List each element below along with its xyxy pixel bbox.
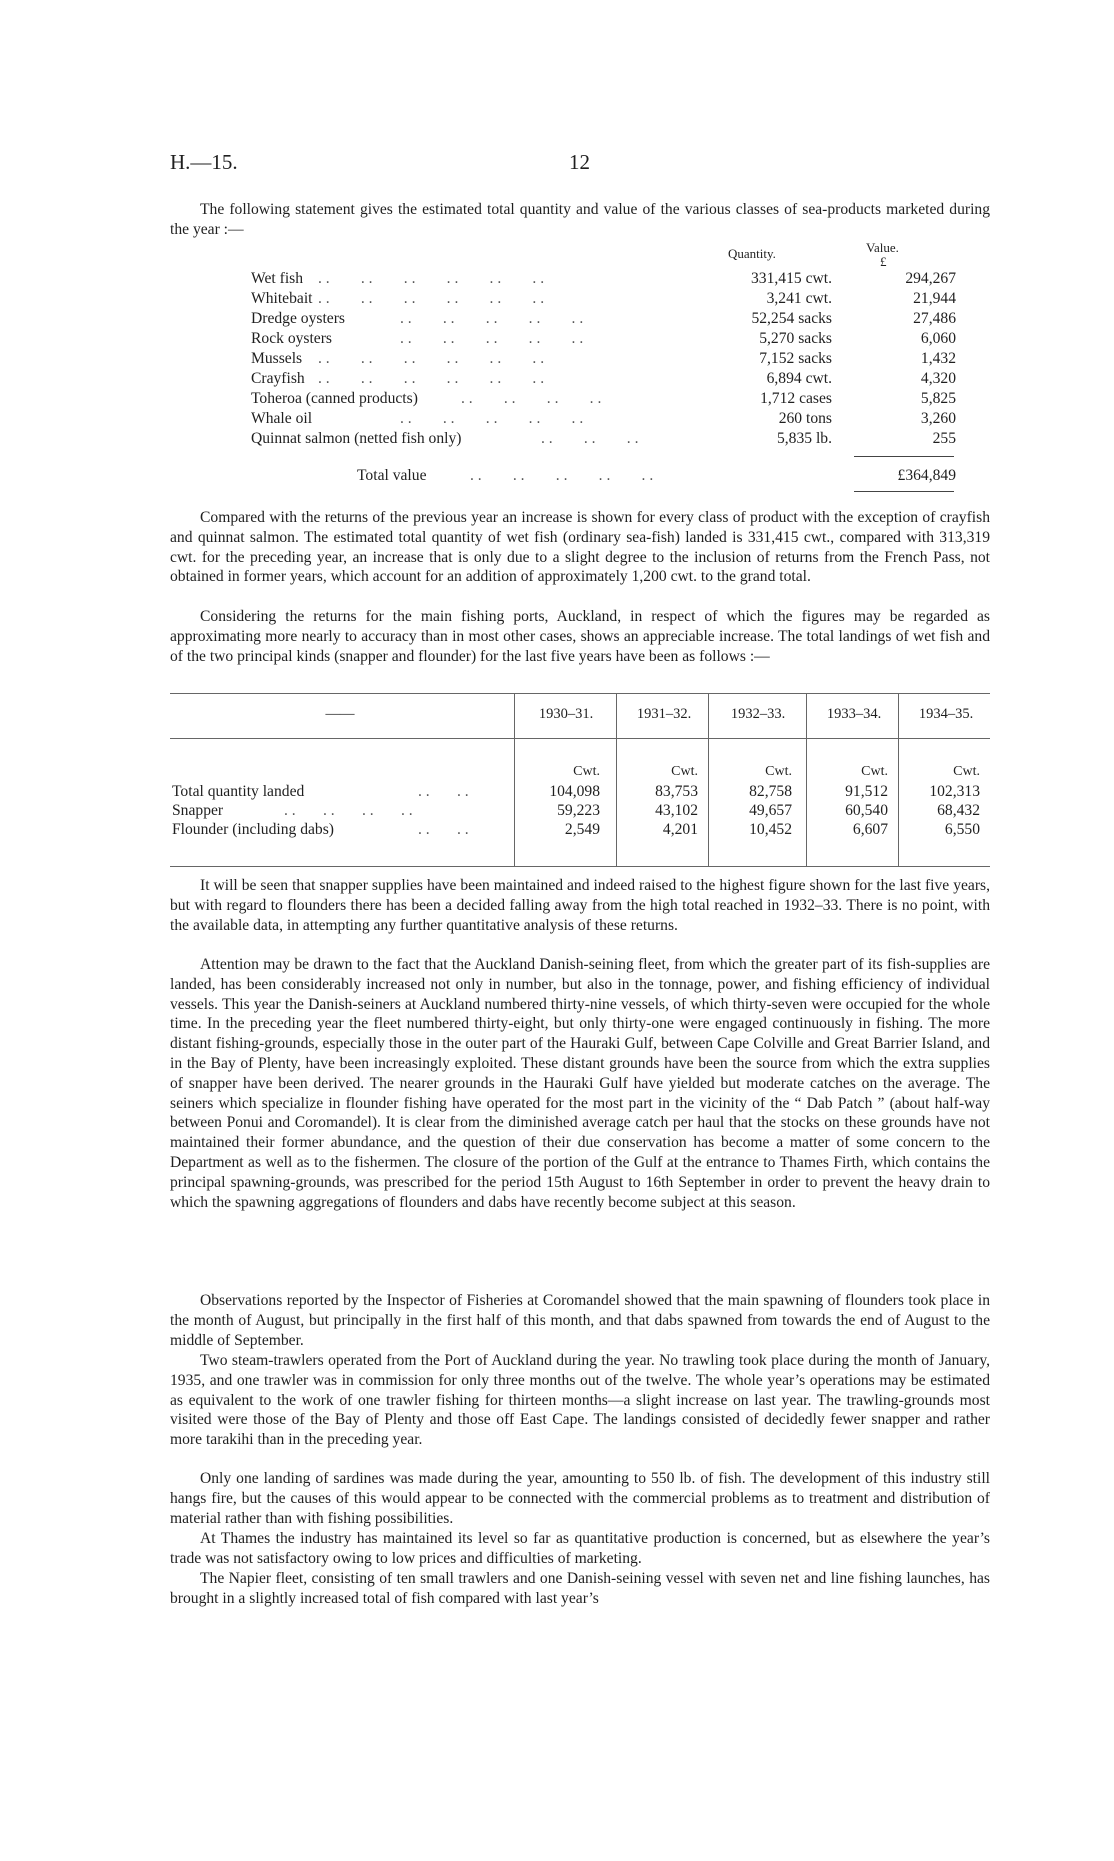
product-value: 4,320 [920,370,956,387]
table-cell: 10,452 [749,821,792,838]
intro-paragraph: The following statement gives the estimated total quantity and value of the various classes of sea-products marketed during the year :— [170,201,990,238]
product-value: 5,825 [920,390,956,407]
product-name: Mussels [251,350,303,367]
body-paragraph: The Napier fleet, consisting of ten small trawlers and one Danish-seining vessel with seven net and line fishing launches, has brought in a slightly increased total of fish compared with last year’s [170,1570,990,1607]
leader-dots: . . . . . . . . . . [400,410,584,427]
total-value: £364,849 [897,467,956,484]
product-quantity: 6,894 cwt. [766,370,832,387]
body-paragraph: Only one landing of sardines was made during the year, amounting to 550 lb. of fish. The development of this industry still hangs fire, but the causes of this would appear to be connected with the commercial problems as to treatment and distribution of material rather than with fishing possibilities. [170,1470,990,1527]
leader-dots: . . . . [418,783,469,800]
table-cell: 60,540 [845,802,888,819]
product-value: 255 [932,430,956,447]
table-cell: 82,758 [749,783,792,800]
column-divider [806,693,807,866]
table-cell: 6,607 [852,821,888,838]
year-header: 1930–31. [538,706,594,722]
body-paragraph: It will be seen that snapper supplies have been maintained and indeed raised to the highest figure shown for the last five years, but with regard to flounders there has been a decided falling away from the high total reached in 1932–33. There is no point, with the available data, in attempting any further quantitative analysis of these returns. [170,877,990,934]
table-cell: 6,550 [944,821,980,838]
total-label: Total value [357,467,427,484]
product-name: Rock oysters [251,330,332,347]
table-cell: 59,223 [557,802,600,819]
page-number: 12 [569,150,590,174]
body-paragraph: Compared with the returns of the previous year an increase is shown for every class of product with the exception of crayfish and quinnat salmon. The estimated total quantity of wet fish (ordinary sea-fish) landed is 331,415 cwt., compared with 313,319 cwt. for the preceding year, an increase that is only due to a slight degree to the inclusion of returns from the French Pass, not obtained in former years, which account for an addition of approximately 1,200 cwt. to the grand total. [170,509,990,586]
leader-dots: . . . . . . . . [461,390,602,407]
total-rule [854,456,954,457]
leader-dots: . . . . . . . . . . . . [318,350,545,367]
leader-dots: . . . . . . . . . . [400,330,584,347]
stub-header: —— [325,706,355,722]
product-name: Quinnat salmon (netted fish only) [251,430,462,447]
product-value: 21,944 [913,290,956,307]
product-quantity: 331,415 cwt. [751,270,832,287]
product-value: 294,267 [905,270,956,287]
value-column-header: Value. [866,240,899,255]
leader-dots: . . . . . . [541,430,639,447]
leader-dots: . . . . . . . . . . . . [318,370,545,387]
leader-dots: . . . . . . . . . . . . [318,290,545,307]
product-value: 1,432 [920,350,956,367]
unit-label: Cwt. [671,764,698,779]
leader-dots: . . . . . . . . . . . . [318,270,545,287]
leader-dots: . . . . . . . . . . [470,467,654,484]
year-header: 1931–32. [636,706,692,722]
value-currency-symbol: £ [880,254,887,269]
product-name: Dredge oysters [251,310,345,327]
unit-label: Cwt. [573,764,600,779]
year-header: 1934–35. [918,706,974,722]
column-divider [514,693,515,866]
product-quantity: 52,254 sacks [751,310,832,327]
row-label: Snapper [172,802,224,819]
product-value: 27,486 [913,310,956,327]
leader-dots: . . . . . . . . [284,802,413,819]
year-header: 1933–34. [826,706,882,722]
product-name: Whitebait [251,290,313,307]
year-header: 1932–33. [730,706,786,722]
table-cell: 91,512 [845,783,888,800]
product-quantity: 1,712 cases [760,390,832,407]
leader-dots: . . . . . . . . . . [400,310,584,327]
product-name: Wet fish [251,270,304,287]
body-paragraph: Attention may be drawn to the fact that the Auckland Danish-seining fleet, from which the greater part of its fish-supplies are landed, has been considerably increased not only in number, but also in the tonnage, power, and fishing efficiency of individual vessels. This year the Danish-seiners at Auckland numbered thirty-nine vessels, of which thirty-seven were occupied for the whole time. In the preceding year the fleet numbered thirty-eight, but only thirty-one were engaged continuously in fishing. The more distant fishing-grounds, especially those in the outer part of the Hauraki Gulf, between Cape Colville and Great Barrier Island, and in the Bay of Plenty, have been increasingly exploited. These distant grounds have been the source from which the extra supplies of snapper have been derived. The nearer grounds in the Hauraki Gulf have yielded but moderate catches on the average. The seiners which specialize in flounder fishing have operated for the most part in the vicinity of the “ Dab Patch ” (about half-way between Ponui and Coromandel). It is clear from the diminished average catch per haul that the stocks on these grounds have not maintained their former abundance, and the question of their due conservation has become a matter of some concern to the Department as well as to the fishermen. The closure of the portion of the Gulf at the entrance to Thames Firth, which contains the principal spawning-grounds, was prescribed for the period 15th August to 16th September in order to prevent the heavy drain to which the spawning aggregations of flounders and dabs have recently become subject at this season. [170,956,990,1211]
body-paragraph: Observations reported by the Inspector of Fisheries at Coromandel showed that the main spawning of flounders took place in the month of August, but principally in the first half of this month, and that dabs spawned from towards the end of August to the middle of September. [170,1292,990,1349]
table-cell: 2,549 [564,821,600,838]
table-cell: 68,432 [937,802,980,819]
product-name: Toheroa (canned products) [251,390,418,407]
product-quantity: 5,270 sacks [759,330,832,347]
table-cell: 83,753 [655,783,698,800]
table-cell: 49,657 [749,802,792,819]
table-cell: 102,313 [929,783,980,800]
product-quantity: 7,152 sacks [759,350,832,367]
row-label: Total quantity landed [172,783,305,800]
report-reference: H.—15. [170,150,238,174]
table-rule [170,693,990,694]
unit-label: Cwt. [953,764,980,779]
product-value: 3,260 [920,410,956,427]
column-divider [616,693,617,866]
table-cell: 43,102 [655,802,698,819]
body-paragraph: At Thames the industry has maintained its level so far as quantitative production is concerned, but as elsewhere the year’s trade was not satisfactory owing to low prices and difficulties of marketing. [170,1530,990,1567]
leader-dots: . . . . [418,821,469,838]
unit-label: Cwt. [765,764,792,779]
product-name: Crayfish [251,370,305,387]
row-label: Flounder (including dabs) [172,821,334,838]
unit-label: Cwt. [861,764,888,779]
body-paragraph: Two steam-trawlers operated from the Port of Auckland during the year. No trawling took place during the month of January, 1935, and one trawler was in commission for only three months out of the twelve. The whole year’s operations may be estimated as equivalent to the work of one trawler fishing for thirteen months—a slight increase on last year. The trawling-grounds most visited were those of the Bay of Plenty and those off East Cape. The landings consisted of decidedly fewer snapper and rather more tarakihi than in the preceding year. [170,1352,990,1449]
table-cell: 104,098 [549,783,600,800]
body-paragraph: Considering the returns for the main fishing ports, Auckland, in respect of which the figures may be regarded as approximating more nearly to accuracy than in most other cases, shows an appreciable increase. The total landings of wet fish and of the two principal kinds (snapper and flounder) for the last five years have been as follows :— [170,608,990,665]
product-name: Whale oil [251,410,313,427]
product-quantity: 3,241 cwt. [766,290,832,307]
table-rule [170,738,990,739]
quantity-column-header: Quantity. [728,246,776,261]
table-rule [170,866,990,867]
total-rule [854,491,954,492]
product-quantity: 260 tons [778,410,832,427]
table-cell: 4,201 [662,821,698,838]
product-quantity: 5,835 lb. [776,430,832,447]
product-value: 6,060 [920,330,956,347]
